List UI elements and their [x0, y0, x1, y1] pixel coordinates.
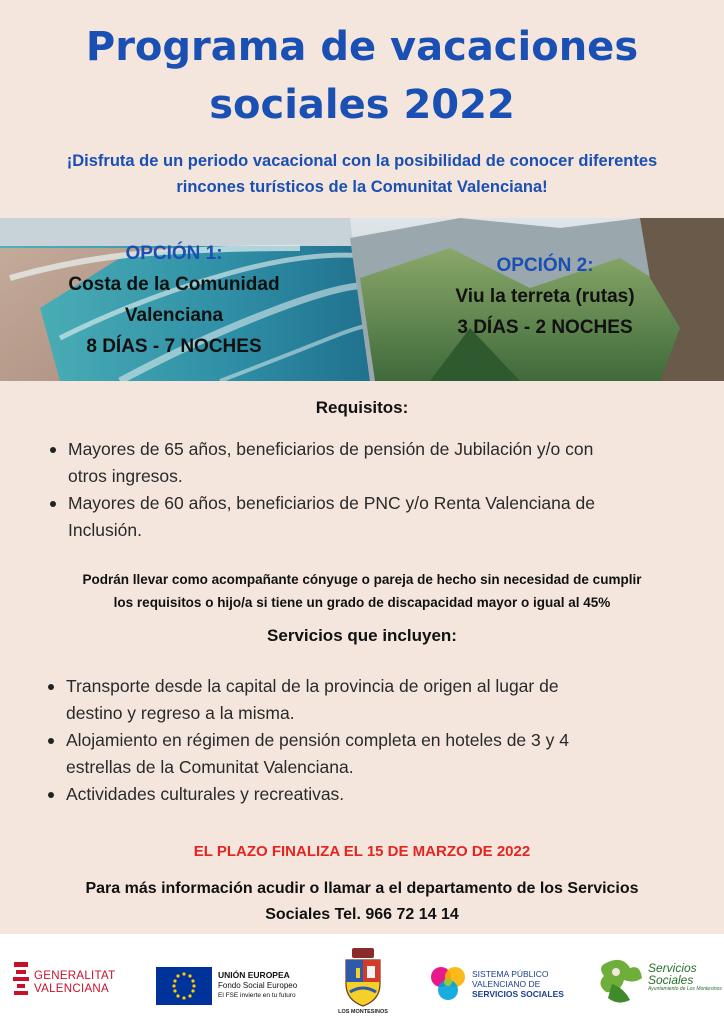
services-list [46, 673, 686, 808]
option-2 [400, 250, 690, 343]
eu-line-1: UNIÓN EUROPEA [218, 970, 290, 980]
eu-line-3: El FSE invierte en tu futuro [218, 992, 296, 999]
note-line-2: los requisitos o hijo/a si tiene un grado de discapacidad mayor o igual al 45% [113, 595, 611, 610]
list-item [46, 673, 686, 727]
list-item [48, 436, 688, 490]
sistema-line-3: SERVICIOS SOCIALES [472, 989, 564, 999]
contact-info [20, 876, 704, 928]
list-item-line: otros ingresos. [68, 466, 183, 486]
option-1 [14, 238, 334, 362]
deadline-notice: EL PLAZO FINALIZA EL 15 DE MARZO DE 2022 [193, 843, 531, 860]
title-line-2: sociales 2022 [209, 82, 515, 128]
note-line-1: Podrán llevar como acompañante cónyuge o pareja de hecho sin necesidad de cumplir [82, 572, 642, 587]
generalitat-line-2: VALENCIANA [34, 983, 110, 995]
requirements-list [48, 436, 688, 544]
option-2-heading: OPCIÓN 2: [496, 255, 594, 276]
subtitle-line-2: rincones turísticos de la Comunitat Valenciana! [176, 178, 548, 196]
servicios-line-3: Ayuntamiento de Los Montesinos [648, 986, 722, 992]
sistema-publico-logo-icon [428, 964, 468, 1004]
list-item-line: Mayores de 65 años, beneficiarios de pensión de Jubilación y/o con [68, 439, 594, 459]
sistema-line-2: VALENCIANO DE [472, 979, 541, 989]
list-item-line: Inclusión. [68, 520, 142, 540]
generalitat-logo [34, 970, 115, 996]
list-item-line: estrellas de la Comunitat Valenciana. [66, 757, 354, 777]
list-item-line: Actividades culturales y recreativas. [66, 784, 345, 804]
title-line-1: Programa de vacaciones [85, 24, 639, 70]
montesinos-crest-icon [342, 946, 384, 1008]
option-2-line-1: Viu la terreta (rutas) [455, 286, 635, 307]
list-item-line: Mayores de 60 años, beneficiarios de PNC y/o Renta Valenciana de [68, 493, 595, 513]
option-1-heading: OPCIÓN 1: [125, 243, 223, 264]
list-item [46, 727, 686, 781]
requirements-heading: Requisitos: [315, 398, 409, 417]
list-item-line: Alojamiento en régimen de pensión completa en hoteles de 3 y 4 [66, 730, 569, 750]
option-1-duration: 8 DÍAS - 7 NOCHES [86, 336, 262, 357]
servicios-sociales-logo-icon [594, 954, 650, 1010]
list-item-line: Transporte desde la capital de la provincia de origen al lugar de [66, 676, 559, 696]
servicios-line-2: Sociales [648, 973, 694, 987]
generalitat-logo-icon [12, 962, 30, 1000]
companion-note [30, 568, 694, 614]
list-item [46, 781, 686, 808]
servicios-line-1: Servicios [648, 961, 697, 975]
contact-line-2: Sociales Tel. 966 72 14 14 [265, 906, 459, 923]
option-1-line-2: Valenciana [124, 305, 224, 326]
option-1-line-1: Costa de la Comunidad [68, 274, 280, 295]
services-heading: Servicios que incluyen: [267, 626, 457, 645]
list-item [48, 490, 688, 544]
option-2-duration: 3 DÍAS - 2 NOCHES [457, 317, 633, 338]
sistema-publico-logo [472, 969, 564, 999]
servicios-sociales-logo [648, 962, 722, 993]
list-item-line: destino y regreso a la misma. [66, 703, 295, 723]
footer-logos [0, 934, 724, 1024]
montesinos-label: LOS MONTESINOS [338, 1009, 388, 1015]
subtitle-line-1: ¡Disfruta de un periodo vacacional con la posibilidad de conocer diferentes [66, 152, 658, 170]
eu-line-2: Fondo Social Europeo [218, 981, 298, 990]
page-title [0, 18, 724, 134]
generalitat-line-1: GENERALITAT [34, 970, 116, 982]
sistema-line-1: SISTEMA PÚBLICO [472, 969, 549, 979]
eu-flag-icon [156, 967, 212, 1005]
subtitle [20, 148, 704, 200]
contact-line-1: Para más información acudir o llamar a el departamento de los Servicios [85, 880, 639, 897]
eu-logo [218, 970, 297, 1001]
